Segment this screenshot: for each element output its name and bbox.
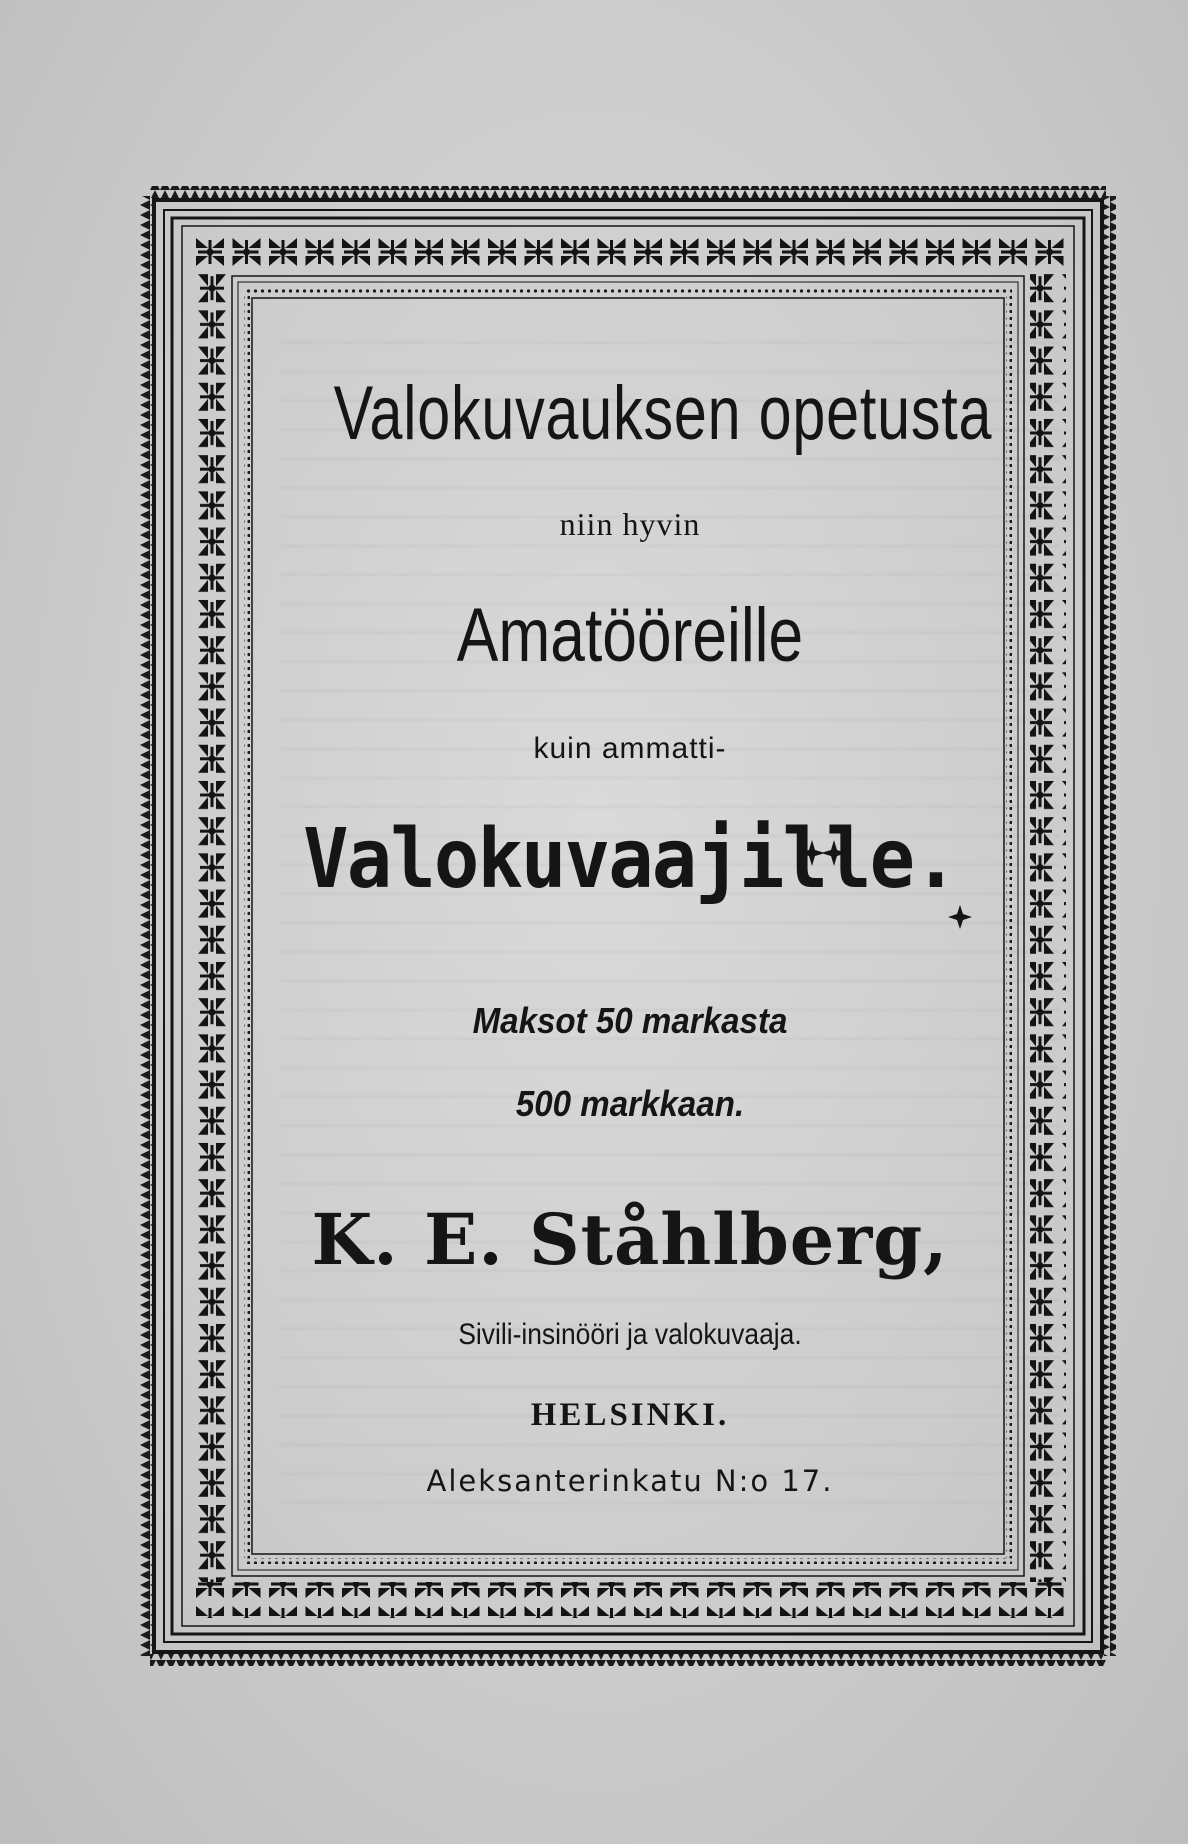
address-text: Aleksanterinkatu N:o 17. <box>426 1464 834 1498</box>
professionals-text: Valokuvaajille. <box>303 812 957 907</box>
heading-text: Valokuvauksen opetusta <box>333 371 993 456</box>
amateurs-text: Amatööreille <box>456 593 804 678</box>
dotted-inner-border <box>244 288 1012 1564</box>
advertiser-name: K. E. Ståhlberg, <box>311 1198 949 1281</box>
city-text: HELSINKI. <box>530 1397 730 1433</box>
fees-text-line2: 500 markkaan. <box>515 1083 745 1124</box>
connector-text: kuin ammatti- <box>533 732 727 765</box>
advertiser-title: Sivili-insinööri ja valokuvaaja. <box>458 1318 802 1351</box>
subheading-text: niin hyvin <box>559 506 701 542</box>
fees-text-line1: Maksot 50 markasta <box>472 1000 788 1041</box>
